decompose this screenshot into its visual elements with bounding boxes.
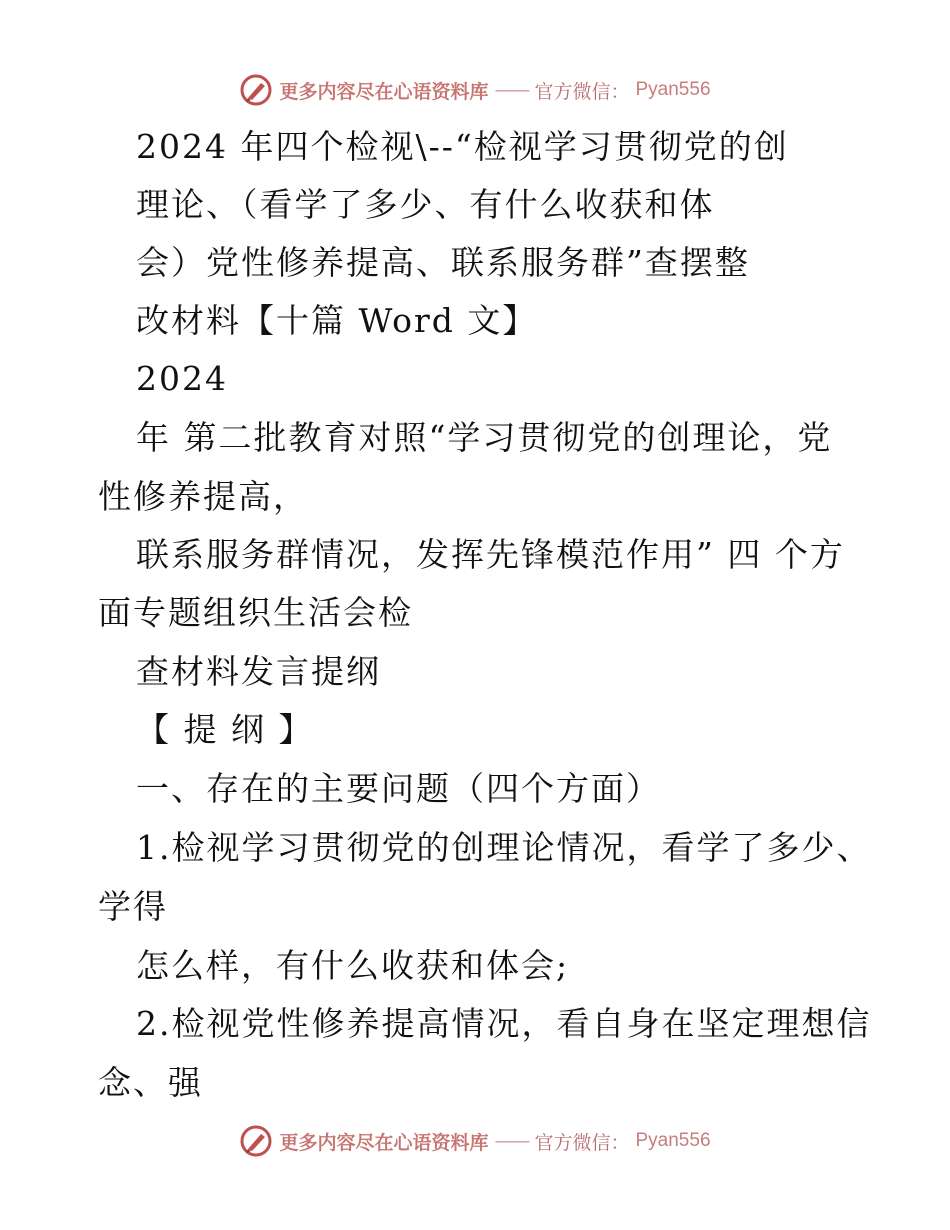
body-line-1: 2024 <box>136 359 228 398</box>
title-line-2: 理论、（看学了多少、有什么收获和体 <box>136 185 715 224</box>
item-2-line-1: 2.检视党性修养提高情况，看自身在坚定理想信 <box>136 1004 872 1043</box>
body-line-2: 年 第二批教育对照“学习贯彻党的创理论，党 <box>136 418 833 457</box>
title-line-4: 改材料【十篇 Word 文】 <box>136 301 538 340</box>
item-1-line-2: 学得 <box>98 887 168 926</box>
section-heading-1: 一、存在的主要问题（四个方面） <box>136 769 661 808</box>
watermark-wechat-id: Pyan556 <box>635 1130 711 1151</box>
body-line-5: 面专题组织生活会检 <box>98 593 413 632</box>
watermark-main-text: 更多内容尽在心语资料库 <box>279 1131 489 1154</box>
pen-logo-icon <box>239 1124 273 1158</box>
body-line-6: 查材料发言提纲 <box>136 652 381 691</box>
watermark-main-text: 更多内容尽在心语资料库 <box>279 80 489 103</box>
item-1-line-3: 怎么样，有什么收获和体会; <box>136 946 570 985</box>
watermark-wechat-label: 官方微信： <box>534 80 630 103</box>
outline-heading: 【 提 纲 】 <box>136 710 314 749</box>
title-line-3: 会）党性修养提高、联系服务群”查摆整 <box>136 243 750 282</box>
body-line-4: 联系服务群情况，发挥先锋模范作用” 四 个方 <box>136 535 845 574</box>
watermark-wechat-id: Pyan556 <box>635 79 711 100</box>
footer-watermark <box>0 1121 950 1161</box>
body-line-3: 性修养提高， <box>98 477 308 516</box>
item-2-line-2: 念、强 <box>98 1063 203 1102</box>
watermark-separator: —— <box>494 1130 529 1152</box>
title-line-1: 2024 年四个检视\--“检视学习贯彻党的创 <box>136 127 789 166</box>
watermark-separator: —— <box>494 79 529 101</box>
watermark-wechat-label: 官方微信： <box>534 1131 630 1154</box>
item-1-line-1: 1.检视学习贯彻党的创理论情况，看学了多少、 <box>136 828 872 867</box>
